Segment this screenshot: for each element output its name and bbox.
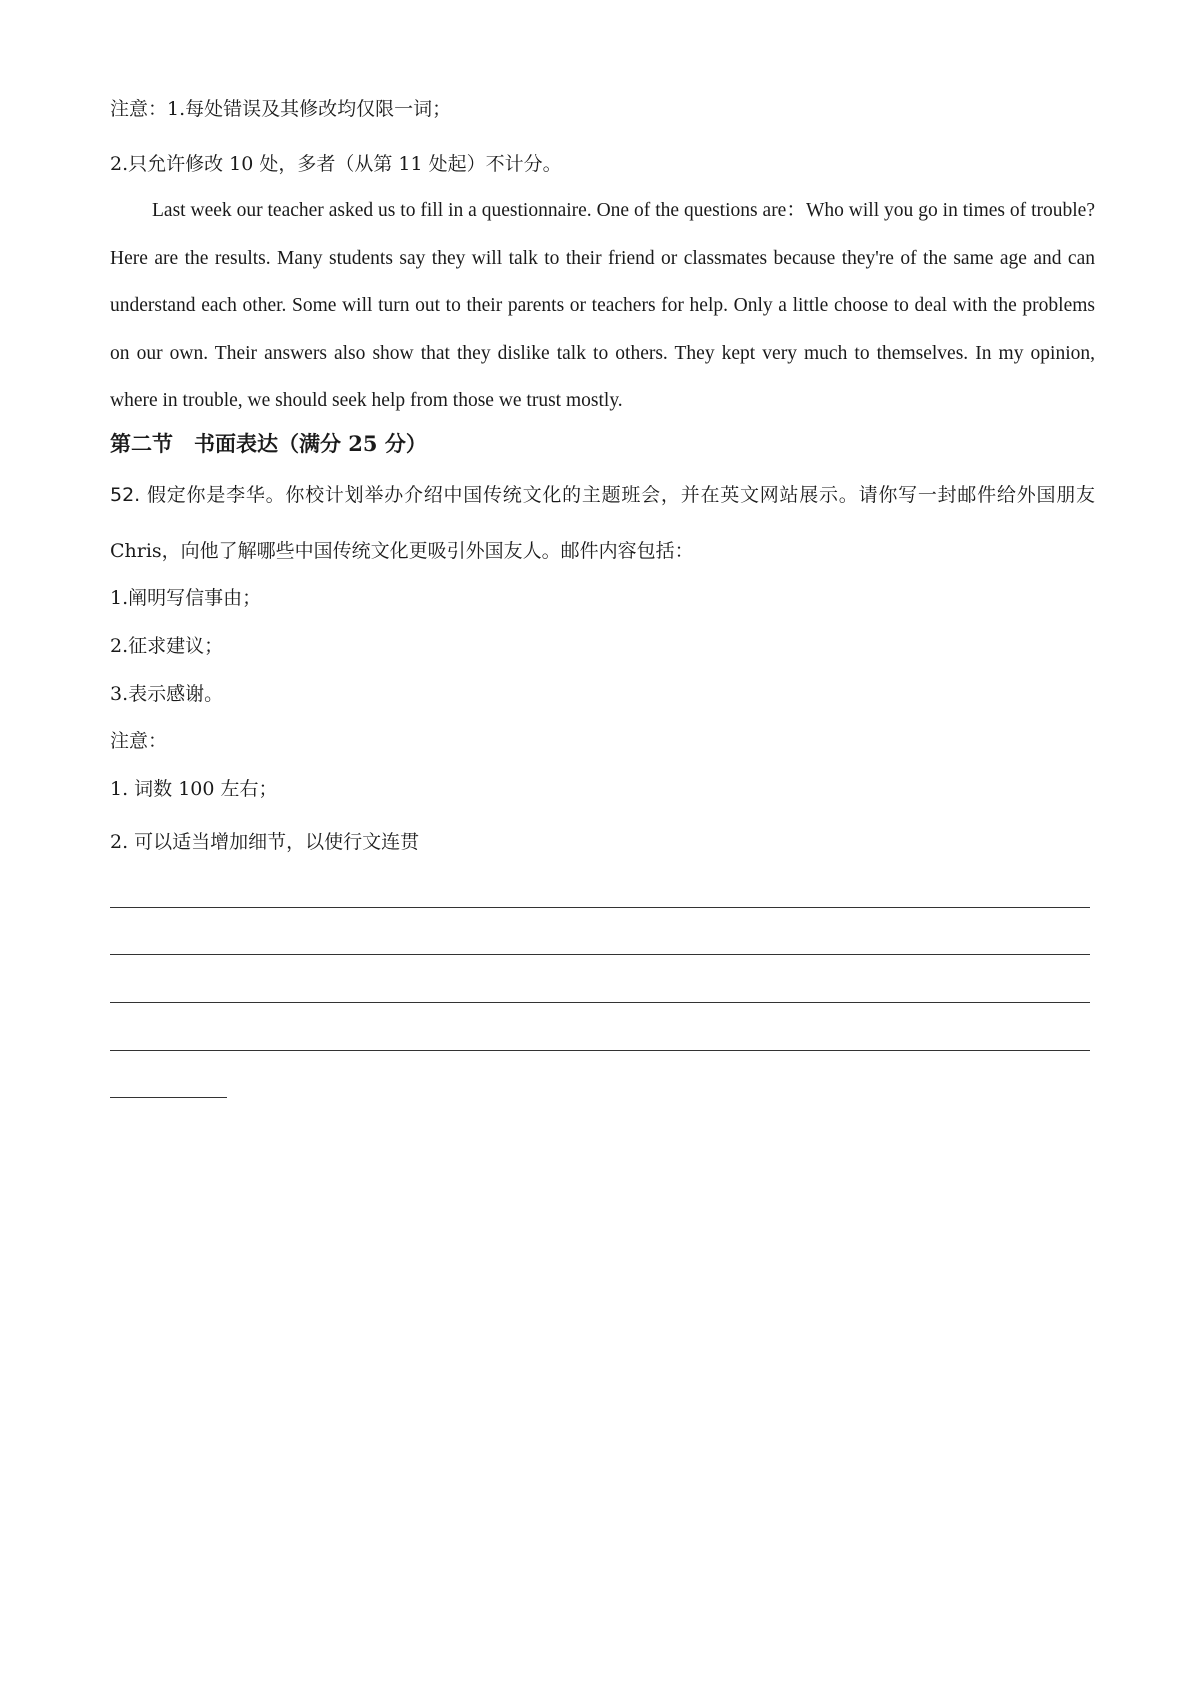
notice-label: 注意： <box>110 730 168 752</box>
content-item-3: 3.表示感谢。 <box>110 683 224 705</box>
question-text: 假定你是李华。你校计划举办介绍中国传统文化的主题班会，并在英文网站展示。请你写一封邮件给外国朋友 Chris，向他了解哪些中国传统文化更吸引外国友人。邮件内容包括： <box>110 484 1095 562</box>
error-correction-passage: Last week our teacher asked us to fill in a questionnaire. One of the questions are：Who will you go in times of trouble? Here are the results. Many students say they will talk to their friend or classmates because they're of the same age and can understand each other. Some will turn out to their parents or teachers for help. Only a little choose to deal with the problems on our own. Their answers also show that they dislike talk to others. They kept very much to themselves. In my opinion, where in trouble, we should seek help from those we trust mostly. <box>110 200 1095 411</box>
notice-item-2: 2. 可以适当增加细节，以使行文连贯 <box>110 831 420 853</box>
answer-line[interactable] <box>110 907 1090 908</box>
answer-line[interactable] <box>110 1050 1090 1051</box>
question-number: 52. <box>110 484 141 506</box>
notice-item-1: 1. 词数 100 左右； <box>110 778 278 800</box>
section-heading: 第二节 书面表达（满分 25 分） <box>110 431 427 456</box>
note-line-1: 注意：1.每处错误及其修改均仅限一词； <box>110 98 452 120</box>
answer-line-short[interactable] <box>110 1097 227 1098</box>
content-item-1: 1.阐明写信事由； <box>110 587 262 609</box>
content-item-2: 2.征求建议； <box>110 635 224 657</box>
document-page <box>110 0 1095 1698</box>
note-line-2: 2.只允许修改 10 处，多者（从第 11 处起）不计分。 <box>110 153 562 175</box>
answer-line[interactable] <box>110 1002 1090 1003</box>
writing-question <box>110 467 1095 579</box>
answer-line[interactable] <box>110 954 1090 955</box>
